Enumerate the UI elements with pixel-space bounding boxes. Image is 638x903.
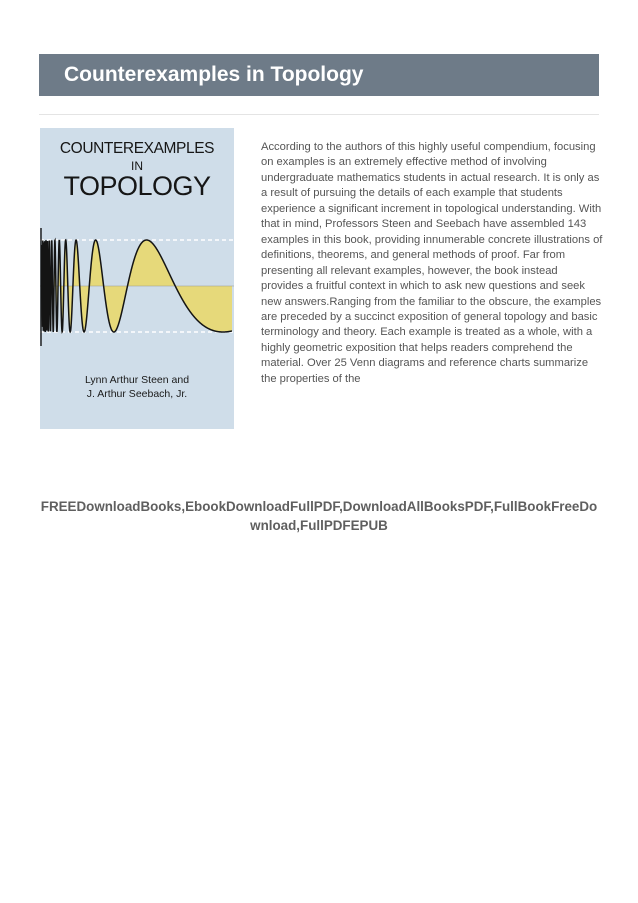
- title-banner: [39, 54, 599, 96]
- cover-title-line3: TOPOLOGY: [63, 171, 211, 201]
- page-title: Counterexamples in Topology: [64, 63, 364, 86]
- cover-title-line2: IN: [131, 159, 143, 173]
- book-description: According to the authors of this highly useful compendium, focusing on examples is an extremely effective method of involving undergraduate mathematics students in actual research. It is only as a result of pursuing the details of each example that students experience a significant increment in topological understanding. With that in mind, Professors Steen and Seebach have assembled 143 examples in this book, providing innumerable concrete illustrations of definitions, theorems, and general methods of proof. Far from presenting all relevant examples, however, the book instead provides a fruitful context in which to ask new questions and seek new answers.Ranging from the familiar to the obscure, the examples are preceded by a succinct exposition of general topology and basic terminology and theory. Each example is treated as a whole, with a highly geometric exposition that helps readers comprehend the material. Over 25 Venn diagrams and reference charts summarize the properties of the: [261, 141, 603, 385]
- cover-author-line2: J. Arthur Seebach, Jr.: [86, 388, 188, 400]
- divider-line: [39, 114, 599, 115]
- cover-title-line1: COUNTEREXAMPLES: [59, 140, 215, 157]
- sine-wave-illustration: [40, 216, 234, 356]
- cover-author-line1: Lynn Arthur Steen and: [84, 374, 190, 386]
- footer-keywords: FREEDownloadBooks,EbookDownloadFullPDF,DownloadAllBooksPDF,FullBookFreeDownload,FullPDFEPUB: [40, 499, 598, 533]
- book-cover-image: [40, 128, 234, 429]
